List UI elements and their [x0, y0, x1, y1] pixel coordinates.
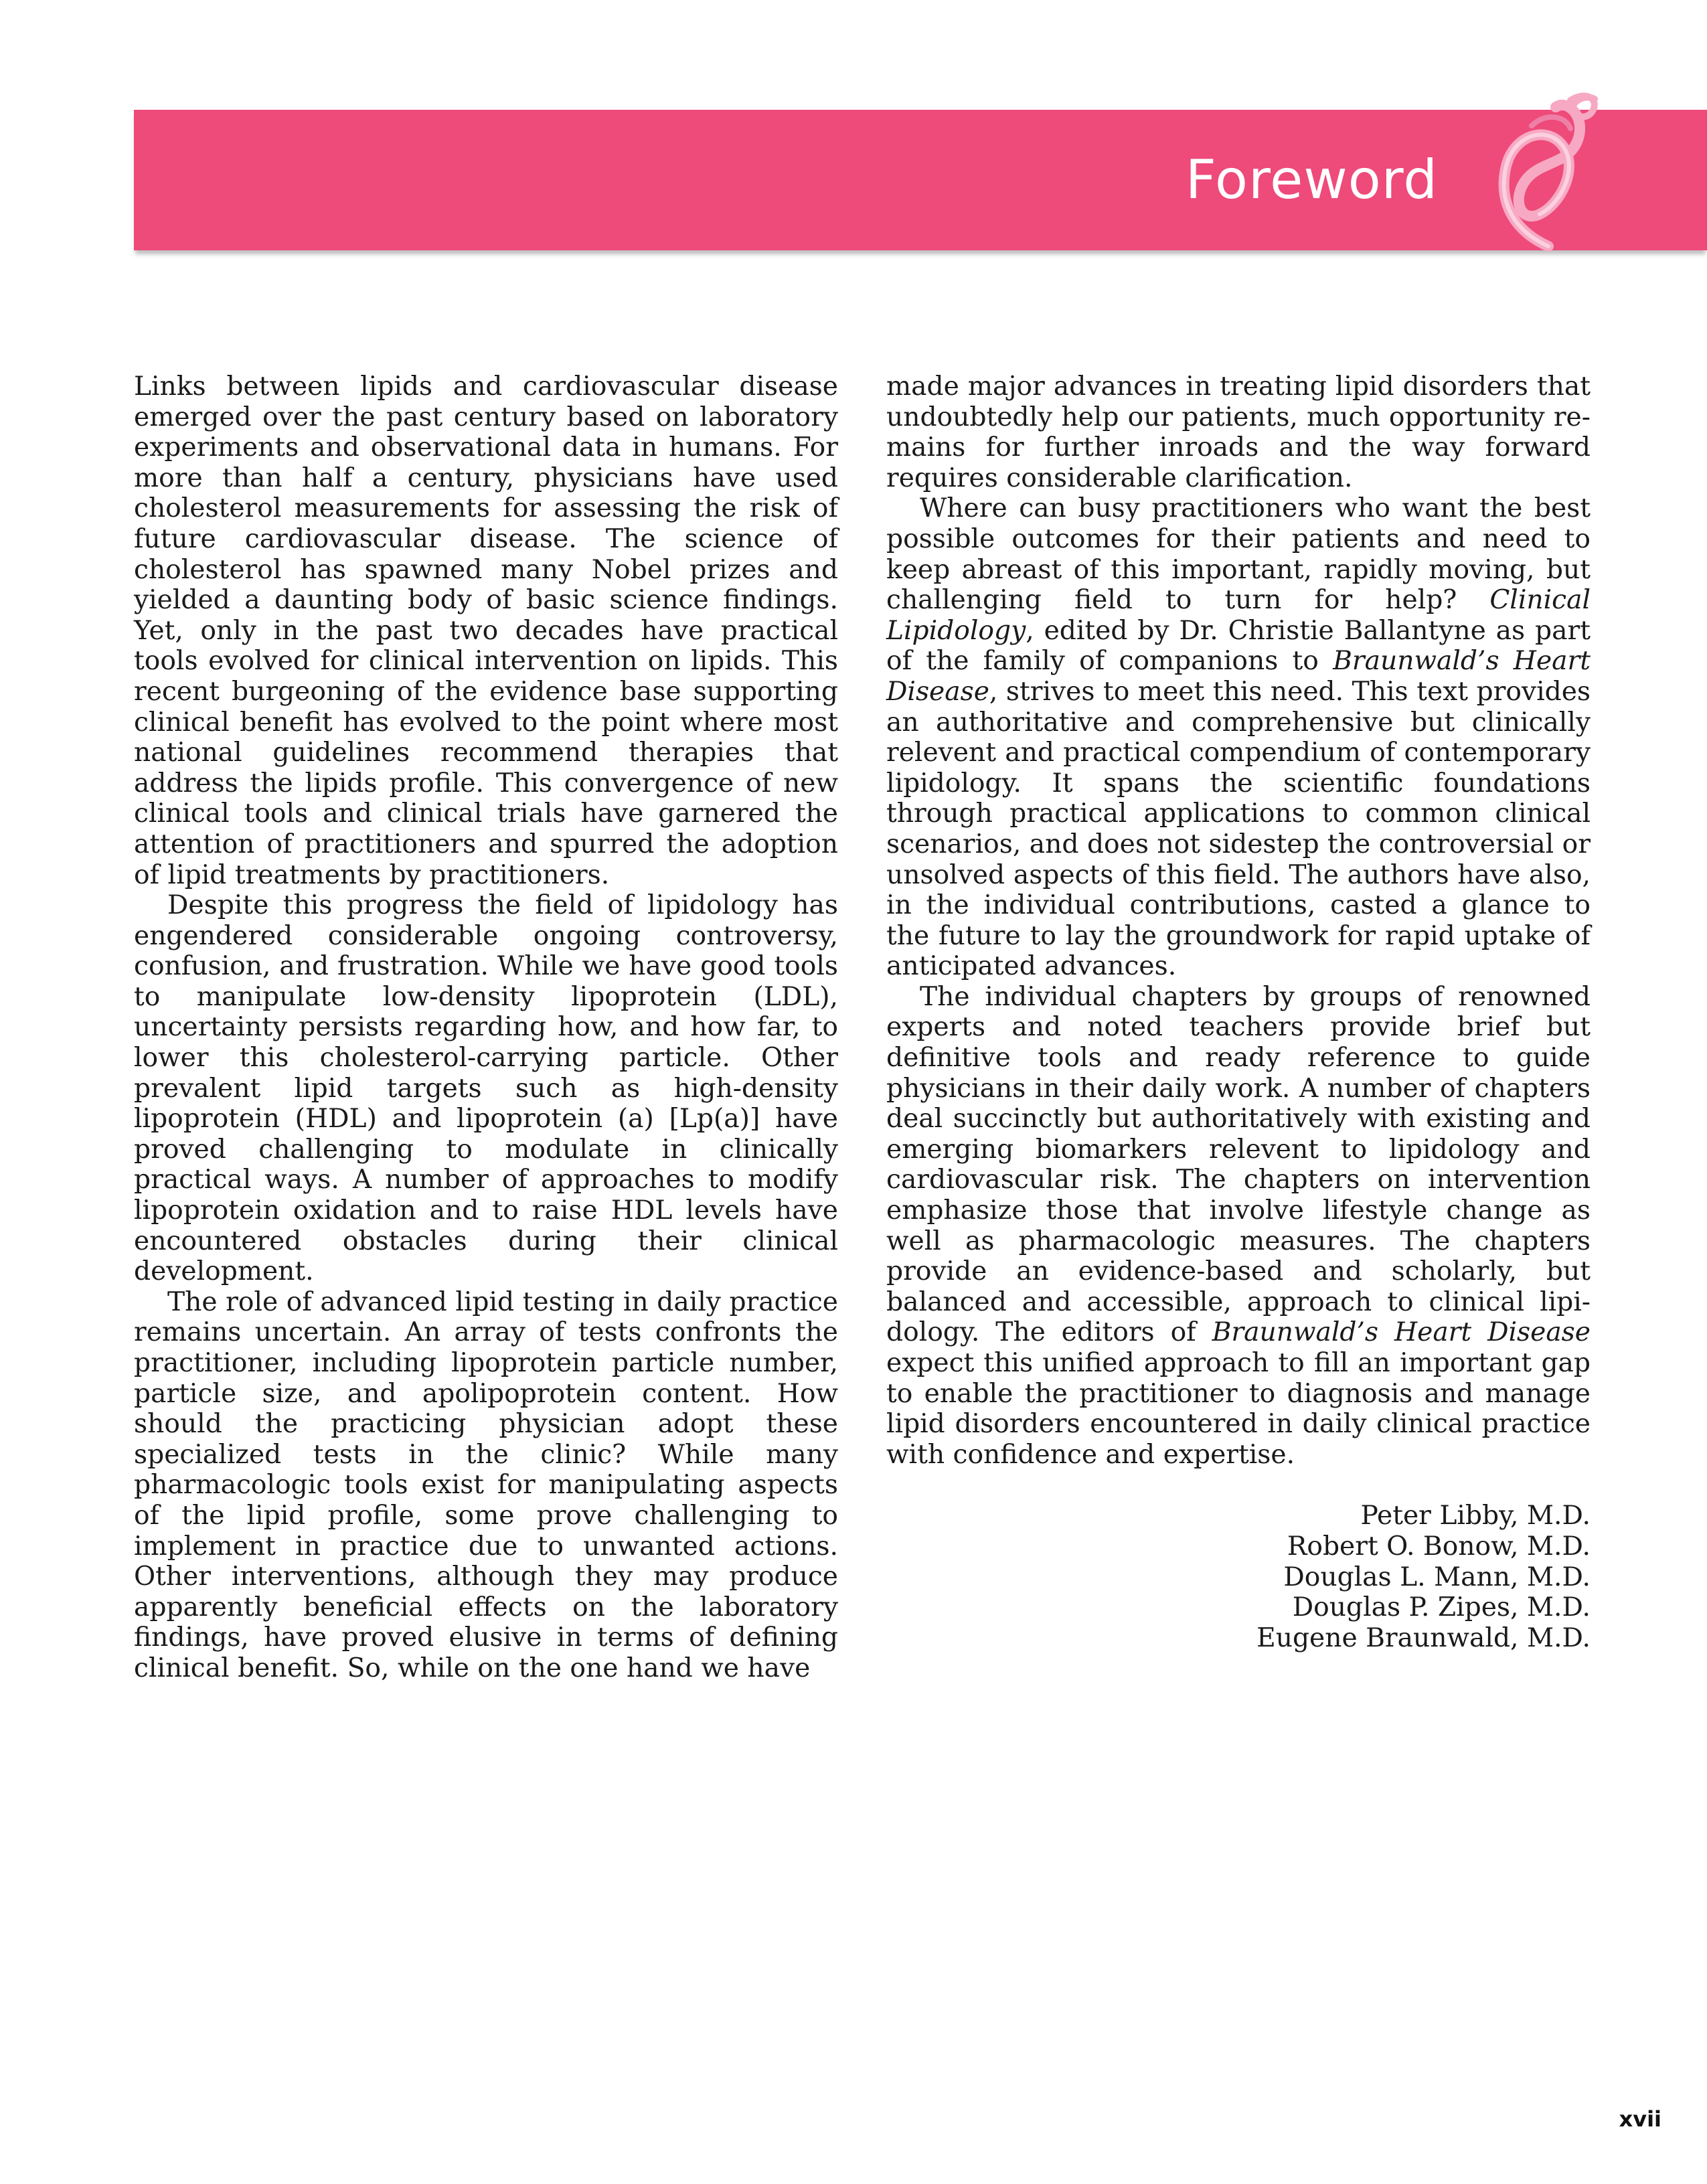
book-title: Braunwald’s Heart Disease [1212, 1317, 1591, 1348]
text-run: expect this unified approach to fill an important gap to enable the practitioner to diagnosis and manage lipid disorders encountered in daily clinical practice with confidence and expertise. [886, 1348, 1591, 1470]
paragraph [886, 982, 1591, 1471]
text-run: , edited by Dr. Christie Ballantyne as part of the family of companions to [886, 615, 1591, 677]
paragraph: Links between lipids and cardiovascular disease emerged over the past century based on laboratory experiments and observational data in humans. For more than half a century, physicians have used cholesterol measurements for assessing the risk of future cardiovascular disease. The science of cholesterol has spawned many Nobel prizes and yielded a daunting body of basic science findings. Yet, only in the past two decades have practical tools evolved for clinical intervention on lipids. This recent burgeoning of the evidence base supporting clinical benefit has evolved to the point where most national guidelines recommend therapies that address the lipids profile. This convergence of new clinical tools and clinical trials have garnered the attention of practitioners and spurred the adoption of lipid treatments by practitioners. [134, 371, 838, 890]
paragraph: made major advances in treating lipid disorders that undoubtedly help our patients, much opportunity remains for further inroads and the way forward requires considerable clarification. [886, 371, 1591, 493]
paragraph [886, 493, 1591, 982]
text-run: , strives to meet this need. This text provides an authoritative and comprehensive but clinically relevent and practical compendium of contemporary lipidology. It spans the scientific foundations through practical applications to common clinical scenarios, and does not sidestep the controversial or unsolved aspects of this field. The authors have also, in the individual contributions, casted a glance to the future to lay the groundwork for rapid uptake of anticipated advances. [886, 676, 1591, 982]
paragraph: The role of advanced lipid testing in daily practice remains uncertain. An array of tests confronts the practitioner, including lipoprotein particle number, particle size, and apolipoprotein content. How should the practicing physician adopt these specialized tests in the clinic? While many pharmacologic tools exist for manipulating aspects of the lipid profile, some prove challenging to implement in practice due to unwanted actions. Other interventions, although they may produce apparently beneficial effects on the laboratory findings, have proved elusive in terms of defining clinical benefit. So, while on the one hand we have [134, 1286, 838, 1683]
signature-name: Douglas P. Zipes, M.D. [1292, 1592, 1591, 1623]
signature-name: Robert O. Bonow, M.D. [1287, 1531, 1591, 1562]
signature-name: Peter Libby, M.D. [1360, 1501, 1591, 1531]
right-text-column [886, 371, 1591, 1653]
title-banner [134, 110, 1707, 250]
paragraph: Despite this progress the field of lipidology has engendered considerable ongoing controversy, confusion, and frustration. While we have good tools to manipulate low-density lipoprotein (LDL), uncertainty persists regarding how, and how far, to lower this cholesterol-carrying particle. Other prevalent lipid targets such as high-density lipoprotein (HDL) and lipoprotein (a) [Lp(a)] have proved challenging to modulate in clinically practical ways. A number of approaches to modify lipoprotein oxidation and to raise HDL levels have encountered obstacles during their clinical development. [134, 890, 838, 1287]
signature-name: Douglas L. Mann, M.D. [1283, 1562, 1591, 1592]
page-number: xvii [1619, 2106, 1661, 2132]
signature-name: Eugene Braunwald, M.D. [1256, 1622, 1591, 1653]
heart-ribbon-logo-icon [1485, 86, 1605, 260]
signature-block [886, 1501, 1591, 1653]
book-title: Braunwald’s Heart Disease [886, 646, 1591, 707]
left-text-column [134, 371, 838, 1684]
book-title: Clinical Lipidology [886, 585, 1591, 646]
page-title: Foreword [1185, 149, 1438, 211]
text-run: The individual chapters by groups of renowned experts and noted teachers provide brief but definitive tools and ready reference to guide physicians in their daily work. A number of chapters deal succinctly but authoritatively with existing and emerging biomarkers relevent to lipidology and cardiovascular risk. The chapters on intervention emphasize those that involve lifestyle change as well as pharmacologic measures. The chapters provide an evidence-based and scholarly, but balanced and accessible, approach to clinical lipidology. The editors of [886, 981, 1591, 1348]
text-run: Where can busy practitioners who want the best possible outcomes for their patients and need to keep abreast of this important, rapidly moving, but challenging field to turn for help? [886, 493, 1591, 616]
